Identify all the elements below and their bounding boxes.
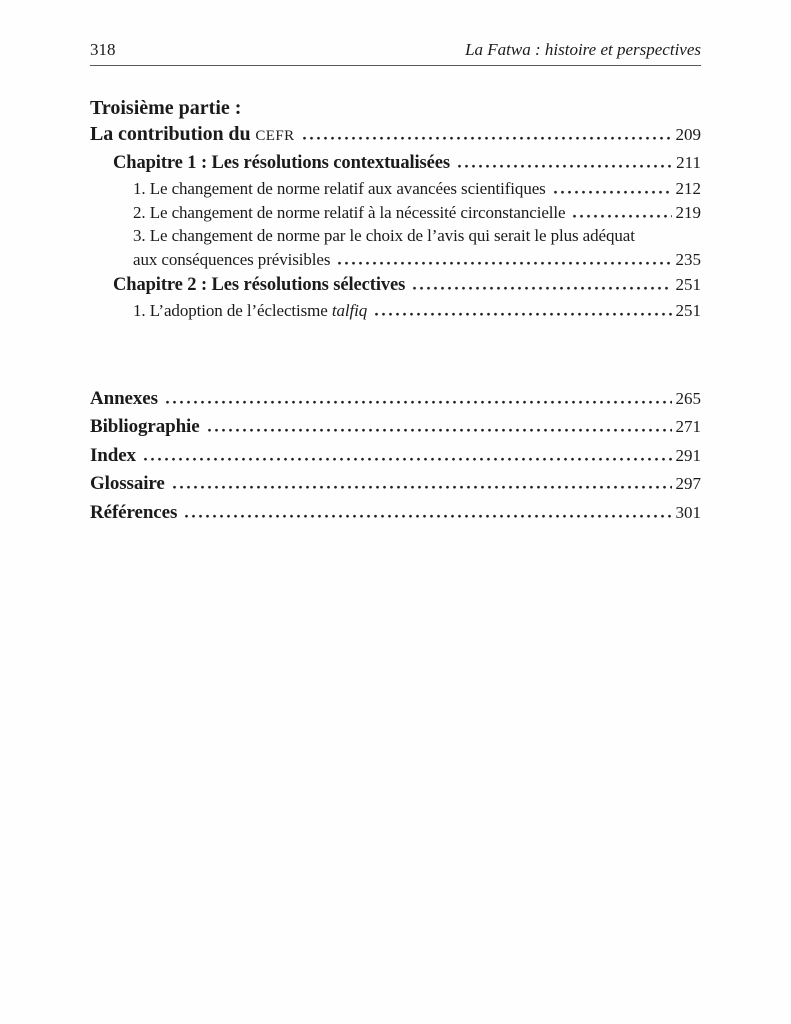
toc-row-chapter-2 [113,271,701,299]
toc-page-number: 235 [675,249,701,269]
dot-leader [183,514,671,518]
part-heading-line1: Troisième partie : [90,97,242,119]
dot-leader [336,261,671,265]
toc-page-number: 297 [675,474,701,493]
toc-row-chapter-1 [113,149,701,177]
toc-page-number: 212 [675,179,701,198]
dot-leader [142,457,672,461]
chapter-label: Chapitre 1 : Les résolutions contextualisées [113,153,450,173]
backmatter-label: Bibliographie [90,416,200,437]
toc-row-item-3-line1: 3. Le changement de norme par le choix de l’avis qui serait le plus adéquat [133,226,635,245]
toc-page-number: 251 [675,301,701,320]
page-content [90,40,701,527]
toc-page-number: 211 [676,153,701,172]
dot-leader [456,164,672,168]
item-label-italic-term: talfiq [331,301,368,320]
backmatter-label: Index [90,444,136,466]
toc-row-glossaire [90,470,701,499]
dot-leader [301,136,672,140]
folio-page-number: 318 [90,40,116,59]
dot-leader [571,214,671,218]
toc-row-bibliographie [90,413,701,442]
item-label-text: 1. L’adoption de l’éclectisme [133,301,332,320]
item-label: 1. Le changement de norme relatif aux avancées scientifiques [133,179,546,198]
item-label [133,299,367,323]
toc-row-index [90,442,701,471]
toc-page-number: 301 [675,502,701,522]
dot-leader [206,428,672,432]
toc-row-part [90,121,701,149]
toc-row-item-talfiq [133,299,701,323]
dot-leader [164,400,672,404]
dot-leader [411,286,671,290]
toc-row-annexes [90,385,701,414]
item-label: 2. Le changement de norme relatif à la nécessité circonstancielle [133,202,566,222]
toc-row-item-3-line2 [133,248,701,272]
toc-row-item-1 [133,177,701,201]
table-of-contents [90,95,701,323]
part-label-text: La contribution du [90,123,256,145]
cefr-acronym: CEFR [255,128,295,144]
toc-page-number: 271 [675,417,701,436]
toc-page-number: 291 [675,445,701,465]
dot-leader [552,190,672,194]
running-header [90,40,701,66]
toc-row-item-2 [133,201,701,225]
toc-page-number: 251 [675,275,701,294]
backmatter-list [90,385,701,528]
backmatter-label: Glossaire [90,473,165,494]
item-label-continuation: aux conséquences prévisibles [133,249,331,269]
toc-row-references [90,499,701,528]
toc-page-number: 219 [675,202,701,222]
backmatter-label: Références [90,501,178,523]
part-heading-line2 [90,121,295,149]
toc-page-number: 265 [675,388,701,408]
backmatter-label: Annexes [90,387,158,409]
running-title: La Fatwa : histoire et perspectives [465,40,701,59]
chapter-label: Chapitre 2 : Les résolutions sélectives [113,275,406,295]
dot-leader [171,485,672,489]
dot-leader [373,312,671,316]
toc-page-number: 209 [675,125,701,144]
